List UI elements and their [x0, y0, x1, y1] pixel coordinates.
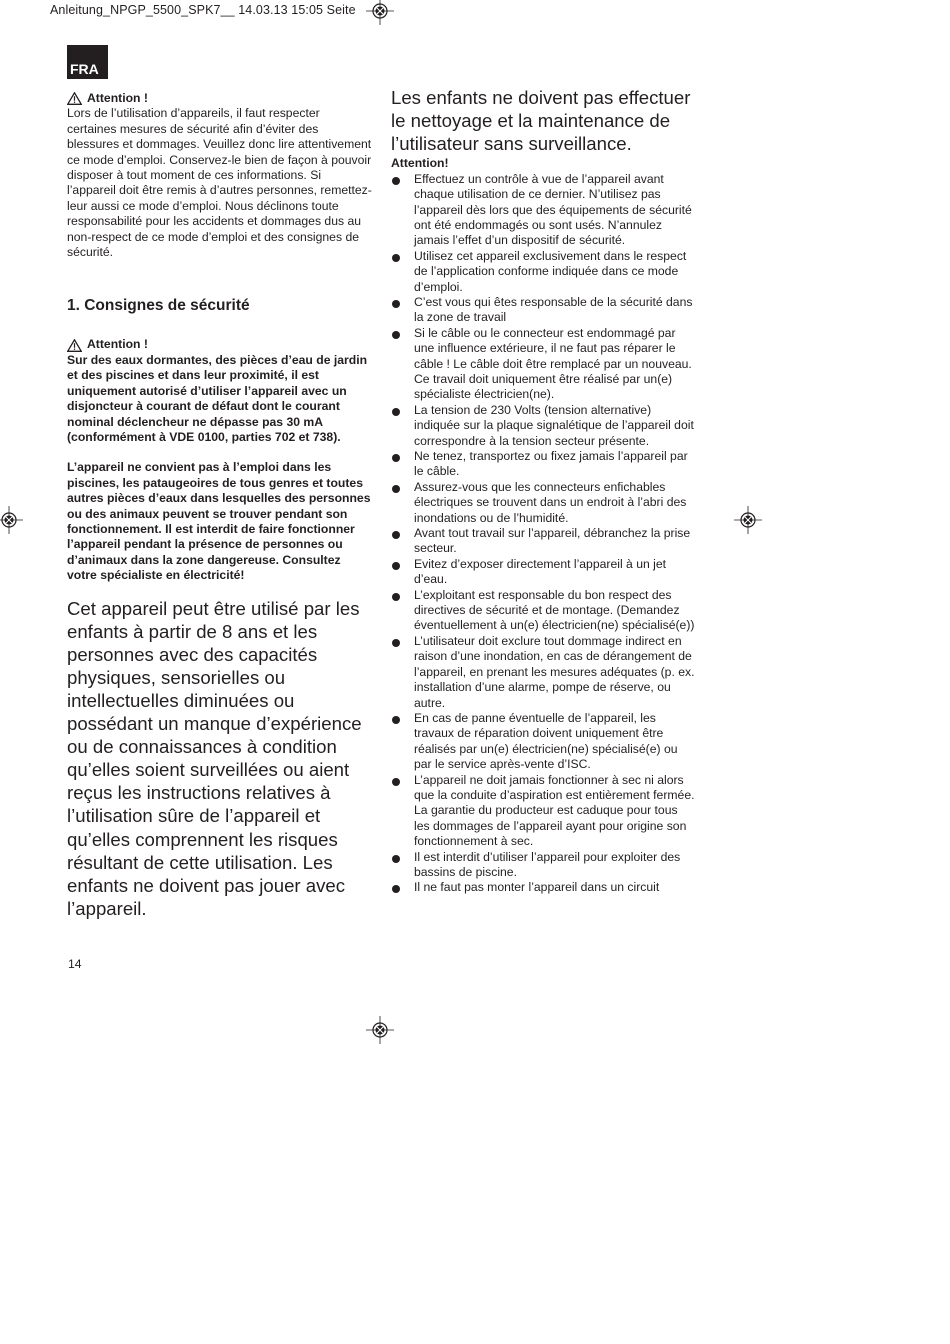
- list-item: Il est interdit d’utiliser l’appareil pour exploiter des bassins de piscine.: [391, 850, 696, 881]
- list-item: L’appareil ne doit jamais fonctionner à sec ni alors que la conduite d’aspiration est entièrement fermée. La garantie du producteur est caduque pour tous les dommages de l’appareil ayant pour origine son fonctionnement à sec.: [391, 773, 696, 850]
- attention-label: Attention !: [87, 91, 148, 105]
- list-item: Avant tout travail sur l’appareil, débranchez la prise secteur.: [391, 526, 696, 557]
- section-title: 1. Consignes de sécurité: [67, 297, 250, 315]
- right-column: [391, 86, 696, 896]
- list-item: L’exploitant est responsable du bon respect des directives de sécurité et de montage. (Demandez éventuellement à un(e) électricien(ne) spécialisé(e)): [391, 588, 696, 634]
- safety-bullet-list: [391, 172, 696, 896]
- attention-label: Attention !: [87, 337, 148, 352]
- list-item: Assurez-vous que les connecteurs enfichables électriques se trouvent dans un endroit à l’abri des inondations ou de l’humidité.: [391, 480, 696, 526]
- children-paragraph-continued: Les enfants ne doivent pas effectuer le nettoyage et la maintenance de l’utilisateur sans surveillance.: [391, 87, 691, 155]
- list-item: Si le câble ou le connecteur est endommagé par une influence extérieure, il ne faut pas réparer le câble ! Le câble doit être remplacé par un nouveau. Ce travail doit uniquement être réalisé par un(e) spécialiste électricien(ne).: [391, 326, 696, 403]
- warning-paragraph: L’appareil ne convient pas à l’emploi dans les piscines, les pataugeoires de tous genres et toutes autres pièces d’eaux dans lesquelles des personnes ou des animaux peuvent se trouver pendant son fonctionnement. Il est interdit de faire fonctionner l’appareil pendant la présence de personnes ou d’animaux dans la zone dangereuse. Consultez votre spécialiste en électricité!: [67, 460, 371, 583]
- registration-mark-icon: [0, 506, 23, 534]
- children-paragraph: Cet appareil peut être utilisé par les enfants à partir de 8 ans et les personnes avec des capacités physiques, sensorielles ou intellectuelles diminuées ou possédant un manque d’expérience ou de connaissances à condition qu’elles soient surveillées ou aient reçus les instructions relatives à l’utilisation sûre de l’appareil et qu’elles comprennent les risques résultant de cette utilisation. Les enfants ne doivent pas jouer avec l’appareil.: [67, 597, 362, 919]
- list-item: Evitez d’exposer directement l’appareil à un jet d’eau.: [391, 557, 696, 588]
- list-item: Ne tenez, transportez ou fixez jamais l’appareil par le câble.: [391, 449, 696, 480]
- attention-heading: [67, 337, 372, 352]
- intro-paragraph: Lors de l’utilisation d’appareils, il faut respecter certaines mesures de sécurité afin d’éviter des blessures et dommages. Veuillez donc lire attentivement ce mode d’emploi. Conservez-le bien de façon à pouvoir disposer à tout moment de ces informations. Si l’appareil doit être remis à d’autres personnes, remettez-leur aussi ce mode d’emploi. Nous déclinons toute responsabilité pour les accidents et dommages dus au non-respect de ce mode d’emploi et des consignes de sécurité.: [67, 106, 372, 260]
- page-number: 14: [68, 957, 82, 971]
- warning-triangle-icon: [67, 339, 82, 352]
- language-tab: FRA: [67, 45, 108, 79]
- list-item: C’est vous qui êtes responsable de la sécurité dans la zone de travail: [391, 295, 696, 326]
- warning-paragraph: Sur des eaux dormantes, des pièces d’eau de jardin et des piscines et dans leur proximité, il est uniquement autorisé d’utiliser l’appareil avec un disjoncteur à courant de défaut dont le courant nominal déclencheur ne dépasse pas 30 mA (conformément à VDE 0100, parties 702 et 738).: [67, 352, 368, 444]
- list-item: Il ne faut pas monter l’appareil dans un circuit: [391, 880, 696, 895]
- registration-mark-icon: [734, 506, 762, 534]
- list-item: Effectuez un contrôle à vue de l’appareil avant chaque utilisation de ce dernier. N’utilisez pas l’appareil dès lors que des équipements de sécurité ont été endommagés ou sont usés. N’annulez jamais l’effet d’un dispositif de sécurité.: [391, 172, 696, 249]
- list-item: La tension de 230 Volts (tension alternative) indiquée sur la plaque signalétique de l’appareil doit correspondre à la tension secteur présente.: [391, 403, 696, 449]
- attention-label: Attention!: [391, 156, 449, 171]
- registration-mark-icon: [366, 1016, 394, 1044]
- list-item: L’utilisateur doit exclure tout dommage indirect en raison d’une inondation, en cas de dérangement de l’appareil, en prenant les mesures adéquates (p. ex. installation d’une alarme, pompe de réserve, ou autre.: [391, 634, 696, 711]
- attention-heading: [67, 91, 372, 106]
- registration-mark-icon: [366, 0, 394, 25]
- left-column: [67, 91, 372, 920]
- warning-triangle-icon: [67, 92, 82, 105]
- list-item: En cas de panne éventuelle de l’appareil, les travaux de réparation doivent uniquement être réalisés par un(e) électricien(ne) spécialisé(e) ou par le service après-vente d’ISC.: [391, 711, 696, 773]
- print-slug: Anleitung_NPGP_5500_SPK7__ 14.03.13 15:05 Seite: [50, 3, 356, 17]
- list-item: Utilisez cet appareil exclusivement dans le respect de l’application conforme indiquée dans ce mode d’emploi.: [391, 249, 696, 295]
